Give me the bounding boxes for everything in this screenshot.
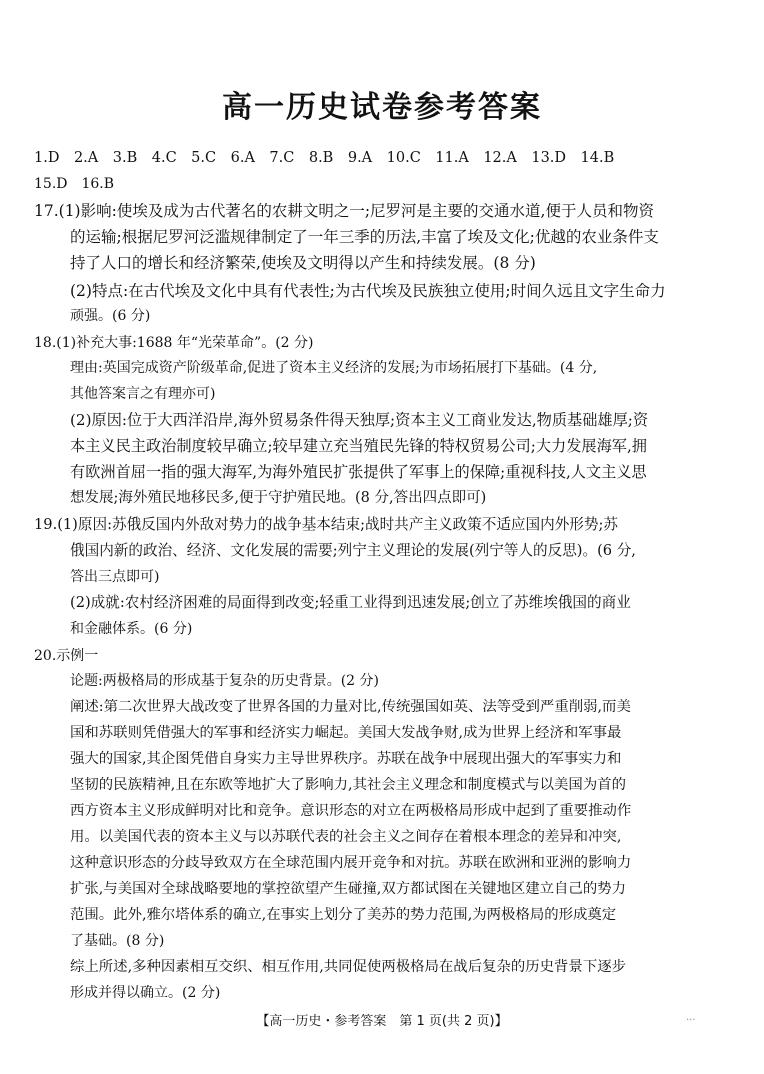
answer-line: 形成并得以确立。(2 分) — [70, 985, 221, 1001]
answer-line: 17.(1)影响:使埃及成为古代著名的农耕文明之一;尼罗河是主要的交通水道,便于人员和物资 — [34, 202, 654, 220]
answer-line: 其他答案言之有理亦可) — [70, 386, 216, 402]
answer-line: 持了人口的增长和经济繁荣,使埃及文明得以产生和持续发展。(8 分) — [70, 254, 536, 272]
page-title: 高一历史试卷参考答案 — [222, 90, 542, 125]
answer-line: 国和苏联则凭借强大的军事和经济实力崛起。美国大发战争财,成为世界上经济和军事最 — [70, 725, 622, 741]
answer-line: 有欧洲首屈一指的强大海军,为海外殖民扩张提供了军事上的保障;重视科技,人文主义思 — [70, 463, 647, 481]
answer-line: 19.(1)原因:苏俄反国内外敌对势力的战争基本结束;战时共产主义政策不适应国内外形势;苏 — [34, 516, 619, 533]
page-footer: 【高一历史・参考答案 第 1 页(共 2 页)】 — [256, 1014, 508, 1029]
answer-line: 综上所述,多种因素相互交织、相互作用,共同促使两极格局在战后复杂的历史背景下逐步 — [70, 959, 626, 975]
answer-line: 想发展;海外殖民地移民多,便于守护殖民地。(8 分,答出四点即可) — [70, 490, 487, 506]
answer-line: (2)原因:位于大西洋沿岸,海外贸易条件得天独厚;资本主义工商业发达,物质基础雄厚;资 — [70, 411, 649, 429]
answer-line: 坚韧的民族精神,且在东欧等地扩大了影响力,其社会主义理念和制度模式与以美国为首的 — [70, 777, 626, 793]
answer-line: 强大的国家,其企图凭借自身实力主导世界秩序。苏联在战争中展现出强大的军事实力和 — [70, 751, 622, 767]
answer-line: (2)特点:在古代埃及文化中具有代表性;为古代埃及民族独立使用;时间久远且文字生命力 — [70, 282, 666, 300]
answer-line: 这种意识形态的分歧导致双方在全球范围内展开竞争和对抗。苏联在欧洲和亚洲的影响力 — [70, 855, 632, 871]
answer-line: 了基础。(8 分) — [70, 933, 165, 949]
answer-line: 俄国内新的政治、经济、文化发展的需要;列宁主义理论的发展(列宁等人的反思)。(6 分, — [70, 542, 636, 559]
answer-line: 扩张,与美国对全球战略要地的掌控欲望产生碰撞,双方都试图在关键地区建立自己的势力 — [70, 881, 626, 897]
answer-line: 和金融体系。(6 分) — [70, 621, 193, 637]
answer-line: 15.D 16.B — [34, 176, 115, 192]
answer-line: 阐述:第二次世界大战改变了世界各国的力量对比,传统强国如英、法等受到严重削弱,而美 — [70, 699, 631, 715]
answer-line: 本主义民主政治制度较早确立;较早建立充当殖民先锋的特权贸易公司;大力发展海军,拥 — [70, 437, 647, 455]
corner-mark: ... — [686, 1012, 696, 1023]
answer-line: 答出三点即可) — [70, 569, 160, 585]
answer-line: 顽强。(6 分) — [70, 308, 151, 324]
answer-line: 1.D 2.A 3.B 4.C 5.C 6.A 7.C 8.B 9.A 10.C 11.A 12.A 13.D 14.B — [34, 150, 615, 166]
answer-line: 的运输;根据尼罗河泛滥规律制定了一年三季的历法,丰富了埃及文化;优越的农业条件支 — [70, 228, 659, 246]
answer-line: (2)成就:农村经济困难的局面得到改变;轻重工业得到迅速发展;创立了苏维埃俄国的商业 — [70, 594, 631, 611]
answer-line: 西方资本主义形成鲜明对比和竞争。意识形态的对立在两极格局形成中起到了重要推动作 — [70, 803, 632, 819]
answer-line: 用。以美国代表的资本主义与以苏联代表的社会主义之间存在着根本理念的差异和冲突, — [70, 829, 622, 845]
answer-line: 论题:两极格局的形成基于复杂的历史背景。(2 分) — [70, 673, 379, 689]
answer-line: 理由:英国完成资产阶级革命,促进了资本主义经济的发展;为市场拓展打下基础。(4 分, — [70, 360, 598, 376]
answer-line: 范围。此外,雅尔塔体系的确立,在事实上划分了美苏的势力范围,为两极格局的形成奠定 — [70, 907, 617, 923]
answer-line: 20.示例一 — [34, 648, 99, 664]
answer-line: 18.(1)补充大事:1688 年“光荣革命”。(2 分) — [34, 335, 314, 351]
